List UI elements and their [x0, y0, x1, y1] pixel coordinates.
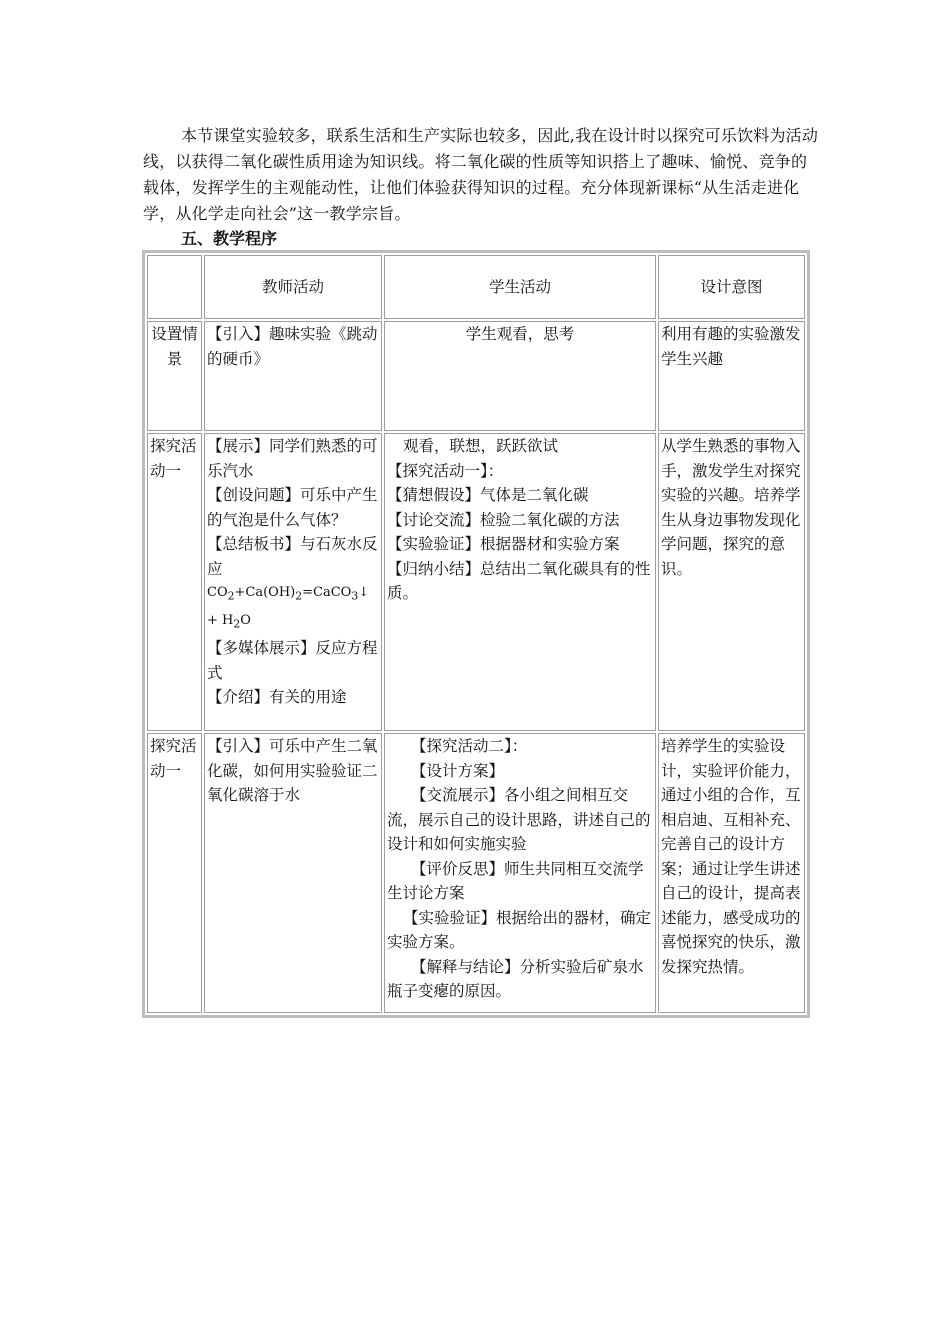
student-line: 【讨论交流】检验二氧化碳的方法 — [387, 510, 620, 529]
stage-cell: 探究活动一 — [147, 433, 202, 731]
chemical-equation: $CO_2+Ca(OH)_2=CaCO_3↓+ H_2O$ — [207, 585, 370, 631]
header-teacher-activity: 教师活动 — [204, 255, 382, 319]
header-stage — [147, 255, 202, 319]
teacher-line: 【展示】同学们熟悉的可乐汽水 — [207, 437, 378, 480]
student-line: 【设计方案】 — [411, 761, 505, 780]
header-student-activity: 学生活动 — [384, 255, 656, 319]
teacher-line: 【多媒体展示】反应方程式 — [207, 639, 378, 682]
student-line: 【猜想假设】气体是二氧化碳 — [387, 486, 589, 504]
table-row — [147, 733, 805, 1013]
student-line: 【解释与结论】分析实验后矿泉水瓶子变瘪的原因。 — [387, 957, 644, 1000]
design-intent-cell: 利用有趣的实验激发学生兴趣 — [658, 321, 805, 431]
teaching-procedure-table — [142, 250, 810, 1018]
header-design-intent: 设计意图 — [658, 255, 805, 319]
teacher-line: 【创设问题】可乐中产生的气泡是什么气体？ — [207, 486, 378, 529]
design-intent-cell: 培养学生的实验设计，实验评价能力，通过小组的合作，互相启迪、互相补充、完善自己的设计方案；通过让学生讲述自己的设计，提高表述能力，感受成功的喜悦探究的快乐，激发探究热情。 — [658, 733, 805, 1013]
table-row — [147, 433, 805, 731]
teacher-activity-cell — [204, 433, 382, 731]
teacher-activity-cell: 【引入】可乐中产生二氧化碳，如何用实验验证二氧化碳溶于水 — [204, 733, 382, 1013]
student-line: 【归纳小结】总结出二氧化碳具有的性质。 — [387, 559, 651, 602]
student-line: 【实验验证】根据给出的器材，确定实验方案。 — [387, 908, 652, 951]
student-line: 【探究活动一】： — [387, 461, 504, 480]
intro-paragraph: 本节课堂实验较多，联系生活和生产实际也较多，因此,我在设计时以探究可乐饮料为活动线，以获得二氧化碳性质用途为知识线。将二氧化碳的性质等知识搭上了趣味、愉悦、竞争的载体，发挥学生的主观能动性，让他们体验获得知识的过程。充分体现新课标“从生活走进化学，从化学走向社会”这一教学宗旨。 — [143, 126, 819, 223]
section-heading: 五、教学程序 — [181, 229, 278, 248]
student-activity-cell — [384, 433, 656, 731]
stage-cell: 设置情景 — [147, 321, 202, 431]
table-row — [147, 321, 805, 431]
student-line: 【实验验证】根据器材和实验方案 — [387, 535, 620, 553]
student-activity-cell — [384, 733, 656, 1013]
stage-cell: 探究活动一 — [147, 733, 202, 1013]
teacher-line: 【介绍】有关的用途 — [207, 688, 347, 707]
student-activity-cell: 学生观看，思考 — [384, 321, 656, 431]
teacher-activity-cell: 【引入】趣味实验《跳动的硬币》 — [204, 321, 382, 431]
table-header-row — [147, 255, 805, 319]
student-line: 【交流展示】各小组之间相互交流，展示自己的设计思路，讲述自己的设计和如何实施实验 — [387, 786, 651, 853]
student-line: 【探究活动二】： — [411, 737, 528, 755]
design-intent-cell: 从学生熟悉的事物入手，激发学生对探究实验的兴趣。培养学生从身边事物发现化学问题，探究的意识。 — [658, 433, 805, 731]
student-line: 观看，联想，跃跃欲试 — [403, 437, 559, 455]
student-line: 【评价反思】师生共同相互交流学生讨论方案 — [387, 859, 644, 902]
teacher-line: 【总结板书】与石灰水反应 — [207, 535, 378, 578]
